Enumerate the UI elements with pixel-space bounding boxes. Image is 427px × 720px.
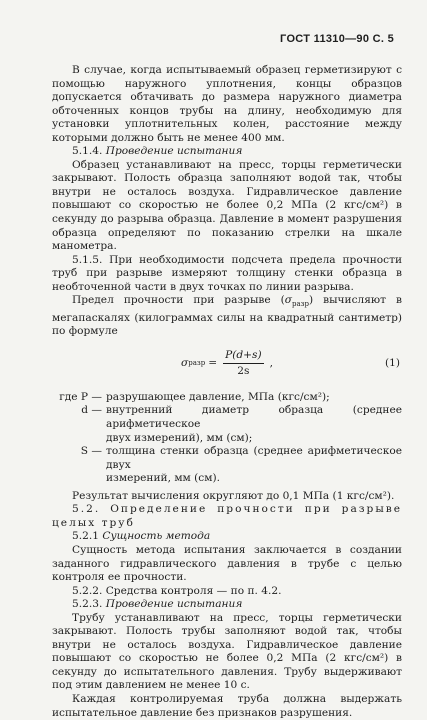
paragraph-sealing: В случае, когда испытываемый образец герметизируют с помощью наружного уплотнения, концы образцов допускается обтачивать до размера наружного диаметра обточенных концов трубы на длину, необходимую для установки уплотнительных колен, расстояние между которыми должно быть не менее 400 мм. — [52, 64, 402, 144]
section-number: 5.2.3. — [72, 598, 103, 611]
section-number: 5.1.4. — [72, 145, 103, 158]
section-number: 5.2.1 — [72, 530, 99, 543]
section-5-2-3-heading — [52, 598, 402, 612]
sigma-symbol: σ — [284, 294, 293, 307]
paragraph-strength-formula-intro — [52, 294, 402, 339]
formula-lhs-subscript: разр — [188, 359, 206, 368]
paragraph-pipe-test-procedure: Трубу устанавливают на пресс, торцы герметически закрывают. Полость трубы заполняют водой так, чтобы внутри не осталось воздуха. Гидравлическое давление повышают со скоростью не более 0,2 МПа (2 кгс/см²) в секунду до испытательного давления. Трубу выдерживают под этим давлением не менее 10 с. — [52, 611, 402, 692]
section-5-2-1-heading — [52, 530, 402, 544]
definition-row — [52, 404, 402, 431]
definition-symbol — [52, 472, 102, 486]
definition-symbol: S — — [80, 445, 102, 458]
paragraph-method-essence: Сущность метода испытания заключается в создании заданного гидравлического давления в трубе с целью контроля ее прочности. — [52, 543, 402, 584]
definition-row — [52, 472, 402, 486]
paragraph-5-2-2: 5.2.2. Средства контроля — по п. 4.2. — [72, 584, 282, 597]
formula-1 — [52, 341, 402, 387]
formula-numerator: P(d+s) — [223, 349, 264, 365]
definition-text: разрушающее давление, МПа (кгс/см²); — [106, 390, 330, 403]
variable-definitions — [52, 391, 402, 486]
definition-text: внутренний диаметр образца (среднее арифметическое — [106, 404, 402, 431]
text-part: Предел прочности при разрыве ( — [72, 294, 285, 307]
formula-denominator: 2s — [237, 365, 250, 378]
formula-equals: = — [208, 357, 218, 370]
page-header: ГОСТ 11310—90 С. 5 — [280, 33, 394, 45]
definition-symbol — [52, 432, 102, 446]
formula-index: (1) — [384, 356, 400, 369]
section-5-2-heading: 5.2. Определение прочности при разрыве целых труб — [52, 503, 402, 529]
section-5-1-4-heading — [52, 145, 402, 159]
definition-symbol: где P — — [59, 390, 102, 403]
paragraph-5-1-5: 5.1.5. При необходимости подсчета предела прочности труб при разрыве измеряют толщину стенки образца в необточенной части в двух точках по линии разрыва. — [52, 253, 402, 293]
sigma-subscript: разр — [292, 300, 309, 309]
formula-comma: , — [269, 357, 273, 370]
definition-text: двух измерений), мм (см); — [106, 431, 253, 444]
section-title: Проведение испытания — [105, 598, 243, 611]
paragraph-rounding: Результат вычисления округляют до 0,1 МПа (1 кгс/см²). — [72, 489, 395, 502]
definition-row — [52, 445, 402, 472]
paragraph-acceptance: Каждая контролируемая труба должна выдержать испытательное давление без признаков разрушения. — [52, 692, 402, 719]
definition-symbol: d — — [81, 404, 102, 417]
definition-text: толщина стенки образца (среднее арифметическое двух — [106, 445, 402, 471]
document-body — [52, 64, 402, 720]
formula-fraction — [223, 349, 264, 379]
formula-lhs: σ — [181, 357, 189, 370]
paragraph-test-procedure: Образец устанавливают на пресс, торцы герметически закрывают. Полость образца заполняют водой так, чтобы внутри не осталось воздуха. Гидравлическое давление повышают со скоростью не более 0,2 МПа (2 кгс/см²) в секунду до разрыва образца. Давление в момент разрушения образца определяют по показанию стрелки на шкале манометра. — [52, 158, 402, 253]
definition-text: измерений, мм (см). — [106, 472, 220, 485]
section-title: Сущность метода — [102, 530, 211, 543]
definition-row — [52, 391, 402, 405]
section-title: Проведение испытания — [105, 145, 243, 158]
definition-row — [52, 432, 402, 446]
text-part: ) вычисляют в мегапаскалях (килограммах силы на квадратный сантиметр) по формуле — [52, 294, 402, 338]
